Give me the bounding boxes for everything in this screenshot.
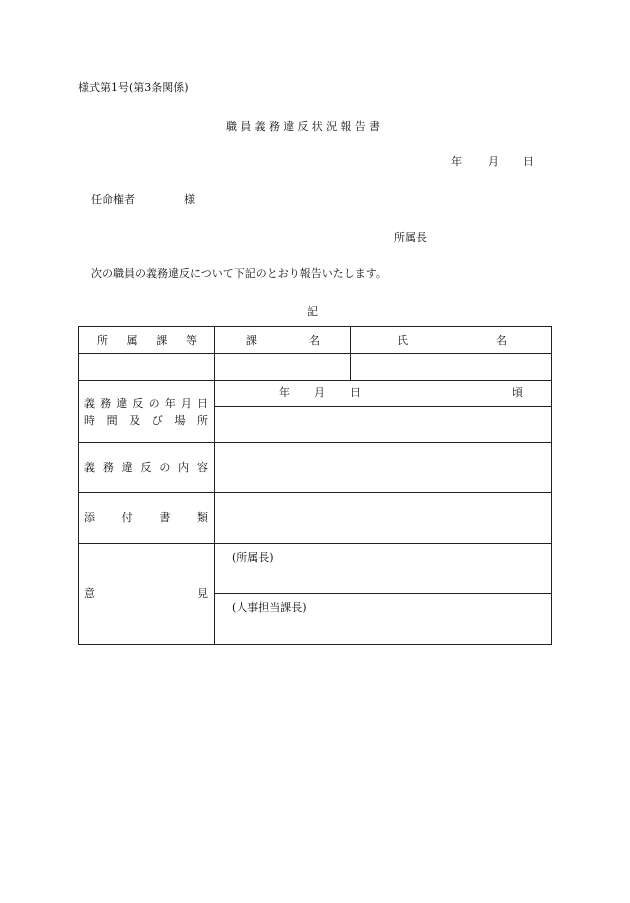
- header-dept: 所 属 課 等: [97, 334, 197, 347]
- violation-year-label: 年: [279, 386, 290, 399]
- opinion-hr-manager-label: (人事担当課長): [232, 601, 307, 614]
- date-month-label: 月: [488, 155, 499, 168]
- intro-text: 次の職員の義務違反について下記のとおり報告いたします。: [91, 267, 387, 280]
- dept-value-cell[interactable]: [79, 354, 214, 380]
- violation-day-label: 日: [350, 386, 361, 399]
- ki-label: 記: [307, 305, 318, 318]
- form-number: 様式第1号(第3条関係): [78, 81, 189, 94]
- opinion-label: 意 見: [84, 587, 208, 600]
- appointing-authority-label: 任命権者: [91, 193, 135, 206]
- honorific-sama: 様: [184, 193, 195, 206]
- violation-approx-label: 頃: [512, 386, 523, 399]
- violation-content-label: 義 務 違 反 の 内 容: [84, 461, 208, 474]
- date-day-label: 日: [523, 155, 534, 168]
- header-section-name: 課 名: [246, 334, 320, 347]
- section-name-value-cell[interactable]: [215, 354, 350, 380]
- violation-month-label: 月: [314, 386, 325, 399]
- date-place-label-line2: 時 間 及 び 場 所: [84, 414, 208, 427]
- sender-head-of-dept: 所属長: [394, 231, 427, 244]
- attachments-label: 添 付 書 類: [84, 511, 208, 524]
- report-table: [78, 326, 552, 645]
- date-year-label: 年: [451, 155, 462, 168]
- header-person-name: 氏 名: [397, 334, 507, 347]
- violation-content-value-cell[interactable]: [215, 443, 551, 492]
- attachments-value-cell[interactable]: [215, 493, 551, 543]
- place-value-cell[interactable]: [215, 407, 551, 442]
- person-name-value-cell[interactable]: [351, 354, 551, 380]
- opinion-head-of-dept-label: (所属長): [232, 551, 274, 564]
- date-place-label-line1: 義 務 違 反 の 年 月 日: [84, 397, 208, 410]
- document-title: 職員義務違反状況報告書: [226, 120, 384, 133]
